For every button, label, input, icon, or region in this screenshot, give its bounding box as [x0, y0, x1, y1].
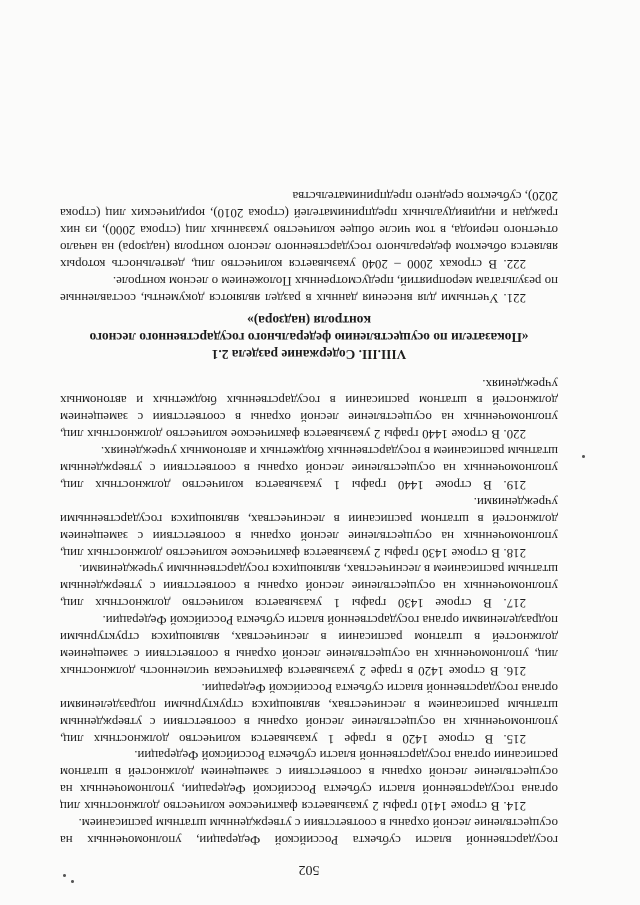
paragraphs-after	[60, 187, 558, 305]
section-subtitle: «Показатели по осуществлению федерального государственного лесного контроля (надзора)»	[89, 312, 529, 345]
paragraph-214: 214. В строке 1410 графы 2 указывается фактическое количество должностных лиц органа государственной власти субъекта Российской Федерации, уполномоченных на осуществление лесной охраны в соответствии с замещением должностей в штатном расписании органа государственной власти субъекта Российской Федерации.	[60, 748, 558, 814]
scan-speck	[63, 874, 66, 877]
paragraph-219: 219. В строке 1440 графы 1 указывается количество должностных лиц, уполномоченных на осуществление лесной охраны в соответствии с утвержденным штатным расписанием в государственных бюджетных и автономных учреждениях.	[60, 444, 558, 492]
paragraph-218: 218. В строке 1430 графы 2 указывается фактическое количество должностных лиц, уполномоченных на осуществление лесной охраны в соответствии с замещением должностей в штатном расписании в лесничествах, являющихся государственными учреждениями.	[60, 494, 558, 560]
paragraphs-before	[60, 375, 558, 848]
section-title: VIII.III. Содержание раздела 2.1	[211, 346, 407, 362]
scan-speck	[582, 455, 585, 458]
scan-speck	[71, 880, 74, 883]
section-heading	[60, 312, 558, 363]
paragraph-220: 220. В строке 1440 графы 2 указывается фактическое количество должностных лиц, уполномоченных на осуществление лесной охраны в соответствии с замещением должностей в штатном расписании в государственных бюджетных и автономных учреждениях.	[60, 376, 558, 442]
paragraph-lead: государственной власти субъекта Российской Федерации, уполномоченных на осуществление лесной охраны в соответствии с утвержденным штатным расписанием.	[60, 816, 558, 847]
page-content	[60, 37, 558, 877]
paragraph-215: 215. В строке 1420 в графе 1 указывается количество должностных лиц, уполномоченных на осуществление лесной охраны в соответствии с утвержденным штатным расписанием в лесничествах, являющихся структурными подразделениями органа государственной власти субъекта Российской Федерации.	[60, 680, 558, 746]
page-number: 502	[298, 862, 320, 877]
paragraph-216: 216. В строке 1420 в графе 2 указывается фактическая численность должностных лиц, уполномоченных на осуществление лесной охраны в соответствии с замещением должностей в штатном расписании в лесничествах, являющихся структурными подразделениями органа государственной власти субъекта Российской Федерации.	[60, 613, 558, 678]
paragraph-221: 221. Учетными для внесения данных в раздел являются документы, составленные по результатам мероприятий, предусмотренных Положением о лесном контроле.	[60, 273, 558, 305]
paragraph-222: 222. В строках 2000 – 2040 указывается количество лиц, деятельность которых является объектом федерального государственного лесного контроля (надзора) на начало отчетного периода, в том числе общее количество указанных лиц (строка 2000), из них граждан и индивидуальных предпринимателей (строка 2010), юридических лиц (строка 2020), субъектов среднего предпринимательства	[60, 189, 558, 271]
paragraph-217: 217. В строке 1430 графы 1 указывается количество должностных лиц, уполномоченных на осуществление лесной охраны в соответствии с утвержденным штатным расписанием в лесничествах, являющихся государственными учреждениями.	[60, 562, 558, 611]
